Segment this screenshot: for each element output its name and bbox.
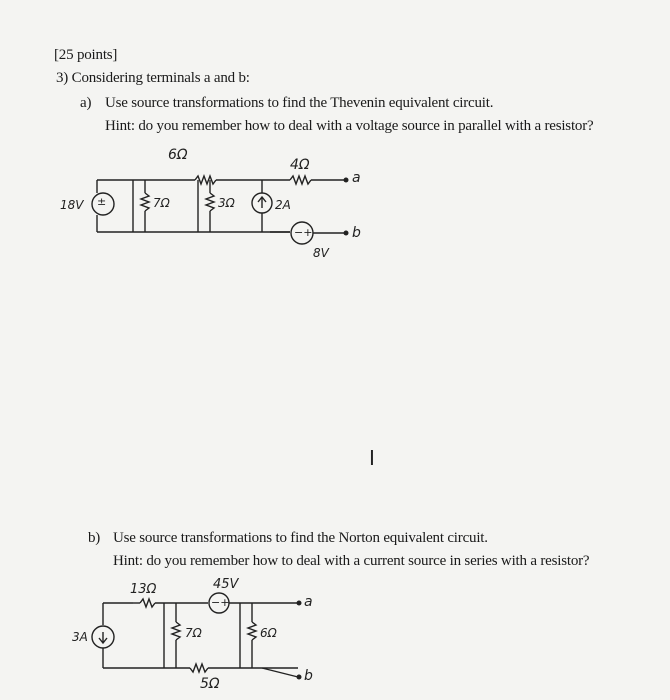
terminal-b-label: b bbox=[352, 225, 361, 241]
part-a-instruction: Use source transformations to find the Thevenin equivalent circuit. bbox=[105, 95, 494, 111]
source-8v-sign: −+ bbox=[294, 226, 313, 239]
text-cursor-icon: I bbox=[369, 446, 375, 470]
part-b-label: b) bbox=[88, 530, 101, 546]
current-source-3a-label: 3A bbox=[72, 630, 88, 644]
resistor-5-ohm-label: 5Ω bbox=[200, 676, 220, 692]
resistor-6-ohm-label: 6Ω bbox=[168, 147, 188, 163]
part-b-instruction: Use source transformations to find the Norton equivalent circuit. bbox=[113, 530, 488, 546]
points-label: [25 points] bbox=[54, 47, 118, 63]
current-source-2a-label: 2A bbox=[275, 198, 291, 212]
part-b-hint: Hint: do you remember how to deal with a current source in series with a resistor? bbox=[113, 553, 590, 569]
resistor-3-ohm-label: 3Ω bbox=[218, 196, 235, 210]
terminal-a-label-b: a bbox=[304, 594, 313, 610]
question-text: 3) Considering terminals a and b: bbox=[56, 70, 250, 86]
resistor-7-ohm-label: 7Ω bbox=[153, 196, 170, 210]
resistor-7-ohm-label-b: 7Ω bbox=[185, 626, 202, 640]
voltage-source-45v-sign: −+ bbox=[211, 596, 230, 609]
resistor-13-ohm-label: 13Ω bbox=[130, 582, 157, 597]
terminal-a-label: a bbox=[352, 170, 361, 186]
voltage-source-45v-label: 45V bbox=[213, 577, 239, 592]
resistor-4-ohm-label: 4Ω bbox=[290, 157, 310, 173]
voltage-source-18v-label: 18V bbox=[60, 198, 84, 212]
voltage-source-sign: ± bbox=[97, 195, 107, 208]
voltage-source-8v-label: 8V bbox=[313, 246, 329, 260]
terminal-b-label-b: b bbox=[304, 668, 313, 684]
resistor-6-ohm-label-b: 6Ω bbox=[260, 626, 277, 640]
part-a-hint: Hint: do you remember how to deal with a voltage source in parallel with a resistor? bbox=[105, 118, 594, 134]
part-a-label: a) bbox=[80, 95, 92, 111]
